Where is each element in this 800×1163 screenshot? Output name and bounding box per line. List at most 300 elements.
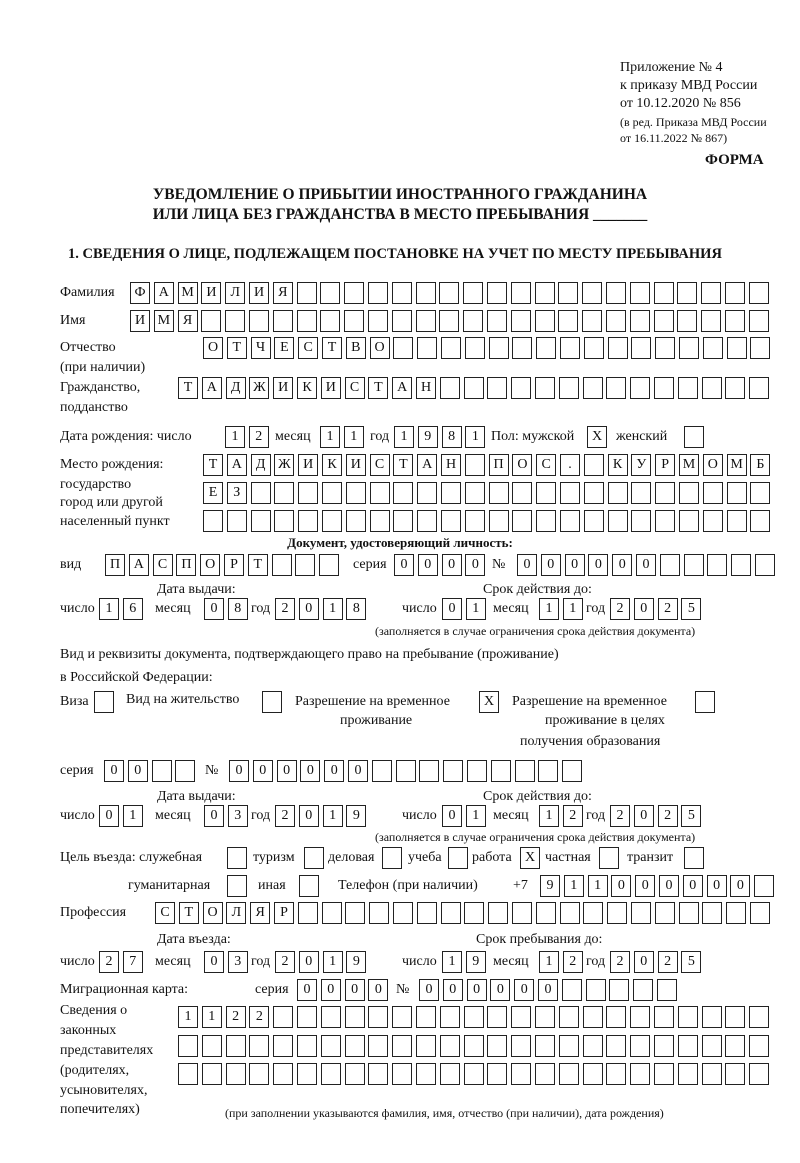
char-box[interactable]: Н xyxy=(441,454,461,476)
char-box[interactable] xyxy=(677,282,697,304)
char-box[interactable] xyxy=(272,554,292,576)
char-box[interactable]: 0 xyxy=(517,554,537,576)
char-box[interactable]: О xyxy=(370,337,390,359)
migration-series-field[interactable] xyxy=(297,979,392,1001)
valid-day-field[interactable] xyxy=(442,805,490,827)
char-box[interactable] xyxy=(440,1006,460,1028)
char-box[interactable]: А xyxy=(227,454,247,476)
char-box[interactable]: А xyxy=(154,282,174,304)
char-box[interactable] xyxy=(583,377,603,399)
char-box[interactable] xyxy=(609,979,629,1001)
char-box[interactable]: 2 xyxy=(226,1006,246,1028)
char-box[interactable]: С xyxy=(536,454,556,476)
sex-female-checkbox[interactable] xyxy=(684,426,708,448)
char-box[interactable] xyxy=(345,1006,365,1028)
char-box[interactable] xyxy=(538,760,558,782)
char-box[interactable] xyxy=(225,310,245,332)
char-box[interactable]: 0 xyxy=(321,979,341,1001)
char-box[interactable]: П xyxy=(489,454,509,476)
char-box[interactable] xyxy=(369,902,389,924)
char-box[interactable]: 9 xyxy=(346,805,366,827)
char-box[interactable]: 9 xyxy=(540,875,560,897)
char-box[interactable] xyxy=(393,510,413,532)
char-box[interactable] xyxy=(558,282,578,304)
char-box[interactable] xyxy=(511,310,531,332)
char-box[interactable]: Я xyxy=(178,310,198,332)
char-box[interactable] xyxy=(467,760,487,782)
char-box[interactable] xyxy=(536,337,556,359)
char-box[interactable]: Т xyxy=(179,902,199,924)
char-box[interactable] xyxy=(679,902,699,924)
trp-checkbox[interactable] xyxy=(479,691,503,713)
char-box[interactable]: 0 xyxy=(467,979,487,1001)
char-box[interactable] xyxy=(416,1035,436,1057)
char-box[interactable]: П xyxy=(176,554,196,576)
char-box[interactable]: 0 xyxy=(465,554,485,576)
char-box[interactable] xyxy=(491,760,511,782)
char-box[interactable]: 0 xyxy=(99,805,119,827)
char-box[interactable]: 0 xyxy=(490,979,510,1001)
birth-day-field[interactable] xyxy=(225,426,273,448)
char-box[interactable] xyxy=(322,482,342,504)
char-box[interactable] xyxy=(345,902,365,924)
char-box[interactable]: Д xyxy=(251,454,271,476)
char-box[interactable] xyxy=(465,482,485,504)
purpose-humanitarian-checkbox[interactable] xyxy=(227,875,251,897)
char-box[interactable]: 1 xyxy=(539,805,559,827)
char-box[interactable]: А xyxy=(417,454,437,476)
char-box[interactable]: 1 xyxy=(123,805,143,827)
char-box[interactable]: 8 xyxy=(228,598,248,620)
char-box[interactable]: 7 xyxy=(123,951,143,973)
char-box[interactable] xyxy=(512,902,532,924)
char-box[interactable] xyxy=(441,337,461,359)
char-box[interactable]: 6 xyxy=(123,598,143,620)
char-box[interactable] xyxy=(536,510,556,532)
char-box[interactable] xyxy=(440,1063,460,1085)
char-box[interactable] xyxy=(654,1063,674,1085)
char-box[interactable] xyxy=(273,310,293,332)
birth-month-field[interactable] xyxy=(320,426,368,448)
char-box[interactable] xyxy=(227,510,247,532)
char-box[interactable]: 0 xyxy=(128,760,148,782)
char-box[interactable] xyxy=(725,310,745,332)
char-box[interactable] xyxy=(464,1063,484,1085)
stay-year-field[interactable] xyxy=(610,951,705,973)
char-box[interactable]: 0 xyxy=(394,554,414,576)
char-box[interactable] xyxy=(416,310,436,332)
char-box[interactable] xyxy=(512,482,532,504)
char-box[interactable]: З xyxy=(227,482,247,504)
char-box[interactable] xyxy=(586,979,606,1001)
char-box[interactable] xyxy=(536,482,556,504)
char-box[interactable] xyxy=(440,1035,460,1057)
char-box[interactable] xyxy=(701,310,721,332)
char-box[interactable]: 1 xyxy=(442,951,462,973)
char-box[interactable]: 1 xyxy=(564,875,584,897)
char-box[interactable]: 1 xyxy=(563,598,583,620)
purpose-private-checkbox[interactable] xyxy=(599,847,623,869)
char-box[interactable] xyxy=(678,377,698,399)
char-box[interactable]: 2 xyxy=(275,951,295,973)
birthplace-field[interactable] xyxy=(203,454,774,476)
char-box[interactable] xyxy=(370,510,390,532)
char-box[interactable] xyxy=(202,1035,222,1057)
char-box[interactable]: 5 xyxy=(681,951,701,973)
char-box[interactable]: 0 xyxy=(442,554,462,576)
char-box[interactable]: 0 xyxy=(229,760,249,782)
char-box[interactable]: 0 xyxy=(300,760,320,782)
char-box[interactable]: Т xyxy=(248,554,268,576)
char-box[interactable] xyxy=(175,760,195,782)
char-box[interactable]: 0 xyxy=(442,598,462,620)
char-box[interactable] xyxy=(249,1035,269,1057)
char-box[interactable] xyxy=(298,482,318,504)
char-box[interactable] xyxy=(251,510,271,532)
char-box[interactable]: И xyxy=(321,377,341,399)
char-box[interactable] xyxy=(227,847,247,869)
char-box[interactable]: 1 xyxy=(465,426,485,448)
char-box[interactable]: 9 xyxy=(466,951,486,973)
char-box[interactable]: О xyxy=(203,902,223,924)
char-box[interactable]: 0 xyxy=(104,760,124,782)
char-box[interactable]: 0 xyxy=(730,875,750,897)
char-box[interactable] xyxy=(298,902,318,924)
char-box[interactable]: 2 xyxy=(610,598,630,620)
char-box[interactable]: С xyxy=(298,337,318,359)
char-box[interactable] xyxy=(660,554,680,576)
char-box[interactable] xyxy=(702,902,722,924)
char-box[interactable] xyxy=(439,282,459,304)
char-box[interactable] xyxy=(463,282,483,304)
char-box[interactable] xyxy=(535,1006,555,1028)
char-box[interactable] xyxy=(654,1006,674,1028)
issue-month-field[interactable] xyxy=(204,805,252,827)
char-box[interactable] xyxy=(298,510,318,532)
char-box[interactable] xyxy=(631,510,651,532)
char-box[interactable] xyxy=(750,510,770,532)
valid-year-field[interactable] xyxy=(610,805,705,827)
char-box[interactable] xyxy=(203,510,223,532)
char-box[interactable] xyxy=(725,377,745,399)
stay-day-field[interactable] xyxy=(442,951,490,973)
char-box[interactable] xyxy=(249,1063,269,1085)
char-box[interactable]: В xyxy=(346,337,366,359)
char-box[interactable] xyxy=(654,377,674,399)
char-box[interactable] xyxy=(631,902,651,924)
char-box[interactable] xyxy=(511,1063,531,1085)
char-box[interactable]: Р xyxy=(224,554,244,576)
char-box[interactable]: 0 xyxy=(204,951,224,973)
char-box[interactable] xyxy=(251,482,271,504)
valid-day-field[interactable] xyxy=(442,598,490,620)
char-box[interactable]: 0 xyxy=(611,875,631,897)
char-box[interactable] xyxy=(511,282,531,304)
char-box[interactable] xyxy=(465,337,485,359)
char-box[interactable]: 2 xyxy=(275,805,295,827)
char-box[interactable]: X xyxy=(479,691,499,713)
char-box[interactable]: И xyxy=(130,310,150,332)
char-box[interactable] xyxy=(727,510,747,532)
char-box[interactable] xyxy=(345,1035,365,1057)
char-box[interactable]: 1 xyxy=(225,426,245,448)
char-box[interactable]: 5 xyxy=(681,598,701,620)
char-box[interactable] xyxy=(464,1035,484,1057)
char-box[interactable]: 0 xyxy=(683,875,703,897)
char-box[interactable]: 0 xyxy=(443,979,463,1001)
char-box[interactable] xyxy=(536,902,556,924)
char-box[interactable]: 3 xyxy=(228,805,248,827)
purpose-tourism-checkbox[interactable] xyxy=(304,847,328,869)
phone-field[interactable] xyxy=(540,875,778,897)
char-box[interactable]: 1 xyxy=(202,1006,222,1028)
char-box[interactable] xyxy=(559,1006,579,1028)
char-box[interactable] xyxy=(703,510,723,532)
char-box[interactable] xyxy=(750,482,770,504)
char-box[interactable] xyxy=(631,482,651,504)
entry-month-field[interactable] xyxy=(204,951,252,973)
char-box[interactable]: Ф xyxy=(130,282,150,304)
char-box[interactable]: Б xyxy=(750,454,770,476)
char-box[interactable] xyxy=(487,1006,507,1028)
char-box[interactable]: 0 xyxy=(348,760,368,782)
stay-month-field[interactable] xyxy=(539,951,587,973)
char-box[interactable] xyxy=(392,282,412,304)
char-box[interactable]: Я xyxy=(250,902,270,924)
char-box[interactable] xyxy=(274,482,294,504)
char-box[interactable]: С xyxy=(153,554,173,576)
char-box[interactable] xyxy=(419,760,439,782)
purpose-study-checkbox[interactable] xyxy=(448,847,472,869)
char-box[interactable]: 0 xyxy=(565,554,585,576)
char-box[interactable]: 1 xyxy=(539,951,559,973)
char-box[interactable] xyxy=(416,1006,436,1028)
char-box[interactable] xyxy=(535,282,555,304)
char-box[interactable] xyxy=(417,510,437,532)
char-box[interactable] xyxy=(393,337,413,359)
char-box[interactable]: К xyxy=(297,377,317,399)
char-box[interactable] xyxy=(202,1063,222,1085)
char-box[interactable] xyxy=(440,377,460,399)
char-box[interactable] xyxy=(535,377,555,399)
char-box[interactable] xyxy=(226,1035,246,1057)
char-box[interactable] xyxy=(608,482,628,504)
char-box[interactable]: 2 xyxy=(99,951,119,973)
char-box[interactable] xyxy=(725,1063,745,1085)
char-box[interactable] xyxy=(448,847,468,869)
char-box[interactable] xyxy=(273,1006,293,1028)
char-box[interactable]: Я xyxy=(273,282,293,304)
char-box[interactable] xyxy=(703,337,723,359)
char-box[interactable] xyxy=(684,426,704,448)
char-box[interactable] xyxy=(535,1063,555,1085)
char-box[interactable] xyxy=(465,510,485,532)
char-box[interactable]: Е xyxy=(203,482,223,504)
char-box[interactable] xyxy=(608,510,628,532)
char-box[interactable] xyxy=(606,377,626,399)
char-box[interactable] xyxy=(703,482,723,504)
representatives-field[interactable] xyxy=(178,1006,773,1028)
char-box[interactable] xyxy=(678,1006,698,1028)
char-box[interactable]: М xyxy=(679,454,699,476)
char-box[interactable] xyxy=(631,337,651,359)
char-box[interactable] xyxy=(584,482,604,504)
char-box[interactable] xyxy=(678,1035,698,1057)
char-box[interactable]: С xyxy=(370,454,390,476)
char-box[interactable]: 8 xyxy=(442,426,462,448)
issue-year-field[interactable] xyxy=(275,598,370,620)
char-box[interactable] xyxy=(702,1006,722,1028)
char-box[interactable]: Ч xyxy=(251,337,271,359)
char-box[interactable] xyxy=(368,282,388,304)
entry-day-field[interactable] xyxy=(99,951,147,973)
char-box[interactable] xyxy=(512,337,532,359)
char-box[interactable] xyxy=(657,979,677,1001)
char-box[interactable]: 0 xyxy=(635,875,655,897)
char-box[interactable] xyxy=(560,902,580,924)
char-box[interactable]: Д xyxy=(226,377,246,399)
char-box[interactable]: Т xyxy=(178,377,198,399)
char-box[interactable] xyxy=(463,310,483,332)
char-box[interactable] xyxy=(679,482,699,504)
char-box[interactable]: X xyxy=(587,426,607,448)
char-box[interactable] xyxy=(749,282,769,304)
char-box[interactable]: 2 xyxy=(249,1006,269,1028)
char-box[interactable] xyxy=(654,282,674,304)
char-box[interactable] xyxy=(368,310,388,332)
char-box[interactable]: 0 xyxy=(418,554,438,576)
doc-number-field[interactable] xyxy=(517,554,779,576)
char-box[interactable]: 0 xyxy=(442,805,462,827)
char-box[interactable] xyxy=(321,1006,341,1028)
char-box[interactable] xyxy=(750,337,770,359)
char-box[interactable] xyxy=(607,902,627,924)
doc-kind-field[interactable] xyxy=(105,554,343,576)
char-box[interactable]: С xyxy=(155,902,175,924)
char-box[interactable] xyxy=(297,1063,317,1085)
profession-field[interactable] xyxy=(155,902,774,924)
char-box[interactable] xyxy=(370,482,390,504)
char-box[interactable] xyxy=(702,1063,722,1085)
char-box[interactable] xyxy=(392,1035,412,1057)
char-box[interactable]: И xyxy=(298,454,318,476)
issue-month-field[interactable] xyxy=(204,598,252,620)
char-box[interactable] xyxy=(599,847,619,869)
char-box[interactable] xyxy=(487,310,507,332)
char-box[interactable] xyxy=(655,510,675,532)
char-box[interactable] xyxy=(368,1006,388,1028)
char-box[interactable] xyxy=(606,310,626,332)
char-box[interactable]: 1 xyxy=(588,875,608,897)
char-box[interactable] xyxy=(487,377,507,399)
char-box[interactable] xyxy=(368,1035,388,1057)
char-box[interactable] xyxy=(750,902,770,924)
representatives-field[interactable] xyxy=(178,1035,773,1057)
char-box[interactable] xyxy=(319,554,339,576)
char-box[interactable]: 0 xyxy=(634,598,654,620)
char-box[interactable] xyxy=(441,510,461,532)
char-box[interactable]: 0 xyxy=(541,554,561,576)
char-box[interactable]: 2 xyxy=(249,426,269,448)
char-box[interactable] xyxy=(749,310,769,332)
char-box[interactable]: У xyxy=(631,454,651,476)
char-box[interactable]: М xyxy=(178,282,198,304)
char-box[interactable]: И xyxy=(346,454,366,476)
char-box[interactable] xyxy=(393,902,413,924)
char-box[interactable] xyxy=(178,1063,198,1085)
char-box[interactable]: 5 xyxy=(681,805,701,827)
char-box[interactable]: X xyxy=(520,847,540,869)
char-box[interactable] xyxy=(584,510,604,532)
char-box[interactable] xyxy=(695,691,715,713)
char-box[interactable] xyxy=(393,482,413,504)
char-box[interactable] xyxy=(684,847,704,869)
char-box[interactable] xyxy=(392,1063,412,1085)
char-box[interactable] xyxy=(273,1063,293,1085)
char-box[interactable] xyxy=(630,282,650,304)
char-box[interactable] xyxy=(489,482,509,504)
char-box[interactable]: К xyxy=(322,454,342,476)
doc-series-field[interactable] xyxy=(394,554,489,576)
char-box[interactable]: 0 xyxy=(324,760,344,782)
char-box[interactable] xyxy=(464,1006,484,1028)
char-box[interactable] xyxy=(583,1035,603,1057)
char-box[interactable]: А xyxy=(202,377,222,399)
char-box[interactable] xyxy=(152,760,172,782)
char-box[interactable] xyxy=(679,510,699,532)
char-box[interactable] xyxy=(226,1063,246,1085)
char-box[interactable] xyxy=(345,1063,365,1085)
residence-checkbox[interactable] xyxy=(262,691,286,713)
char-box[interactable]: 0 xyxy=(299,951,319,973)
char-box[interactable] xyxy=(512,510,532,532)
char-box[interactable] xyxy=(464,377,484,399)
char-box[interactable]: С xyxy=(345,377,365,399)
char-box[interactable] xyxy=(511,1035,531,1057)
char-box[interactable] xyxy=(249,310,269,332)
char-box[interactable]: Л xyxy=(225,282,245,304)
char-box[interactable]: 0 xyxy=(204,805,224,827)
char-box[interactable] xyxy=(511,1006,531,1028)
char-box[interactable]: 2 xyxy=(563,805,583,827)
issue-day-field[interactable] xyxy=(99,598,147,620)
char-box[interactable] xyxy=(630,310,650,332)
char-box[interactable]: 0 xyxy=(253,760,273,782)
char-box[interactable] xyxy=(606,1006,626,1028)
char-box[interactable] xyxy=(583,902,603,924)
char-box[interactable] xyxy=(731,554,751,576)
char-box[interactable] xyxy=(654,1035,674,1057)
char-box[interactable] xyxy=(227,875,247,897)
birth-year-field[interactable] xyxy=(394,426,489,448)
valid-month-field[interactable] xyxy=(539,598,587,620)
char-box[interactable]: 0 xyxy=(634,805,654,827)
char-box[interactable]: Е xyxy=(274,337,294,359)
char-box[interactable] xyxy=(322,902,342,924)
surname-field[interactable] xyxy=(130,282,773,304)
char-box[interactable] xyxy=(392,1006,412,1028)
char-box[interactable]: О xyxy=(512,454,532,476)
char-box[interactable] xyxy=(297,282,317,304)
char-box[interactable]: Л xyxy=(226,902,246,924)
char-box[interactable] xyxy=(582,310,602,332)
char-box[interactable] xyxy=(560,337,580,359)
char-box[interactable]: 1 xyxy=(320,426,340,448)
purpose-other-checkbox[interactable] xyxy=(299,875,323,897)
char-box[interactable] xyxy=(559,1035,579,1057)
char-box[interactable]: Т xyxy=(368,377,388,399)
char-box[interactable] xyxy=(562,760,582,782)
